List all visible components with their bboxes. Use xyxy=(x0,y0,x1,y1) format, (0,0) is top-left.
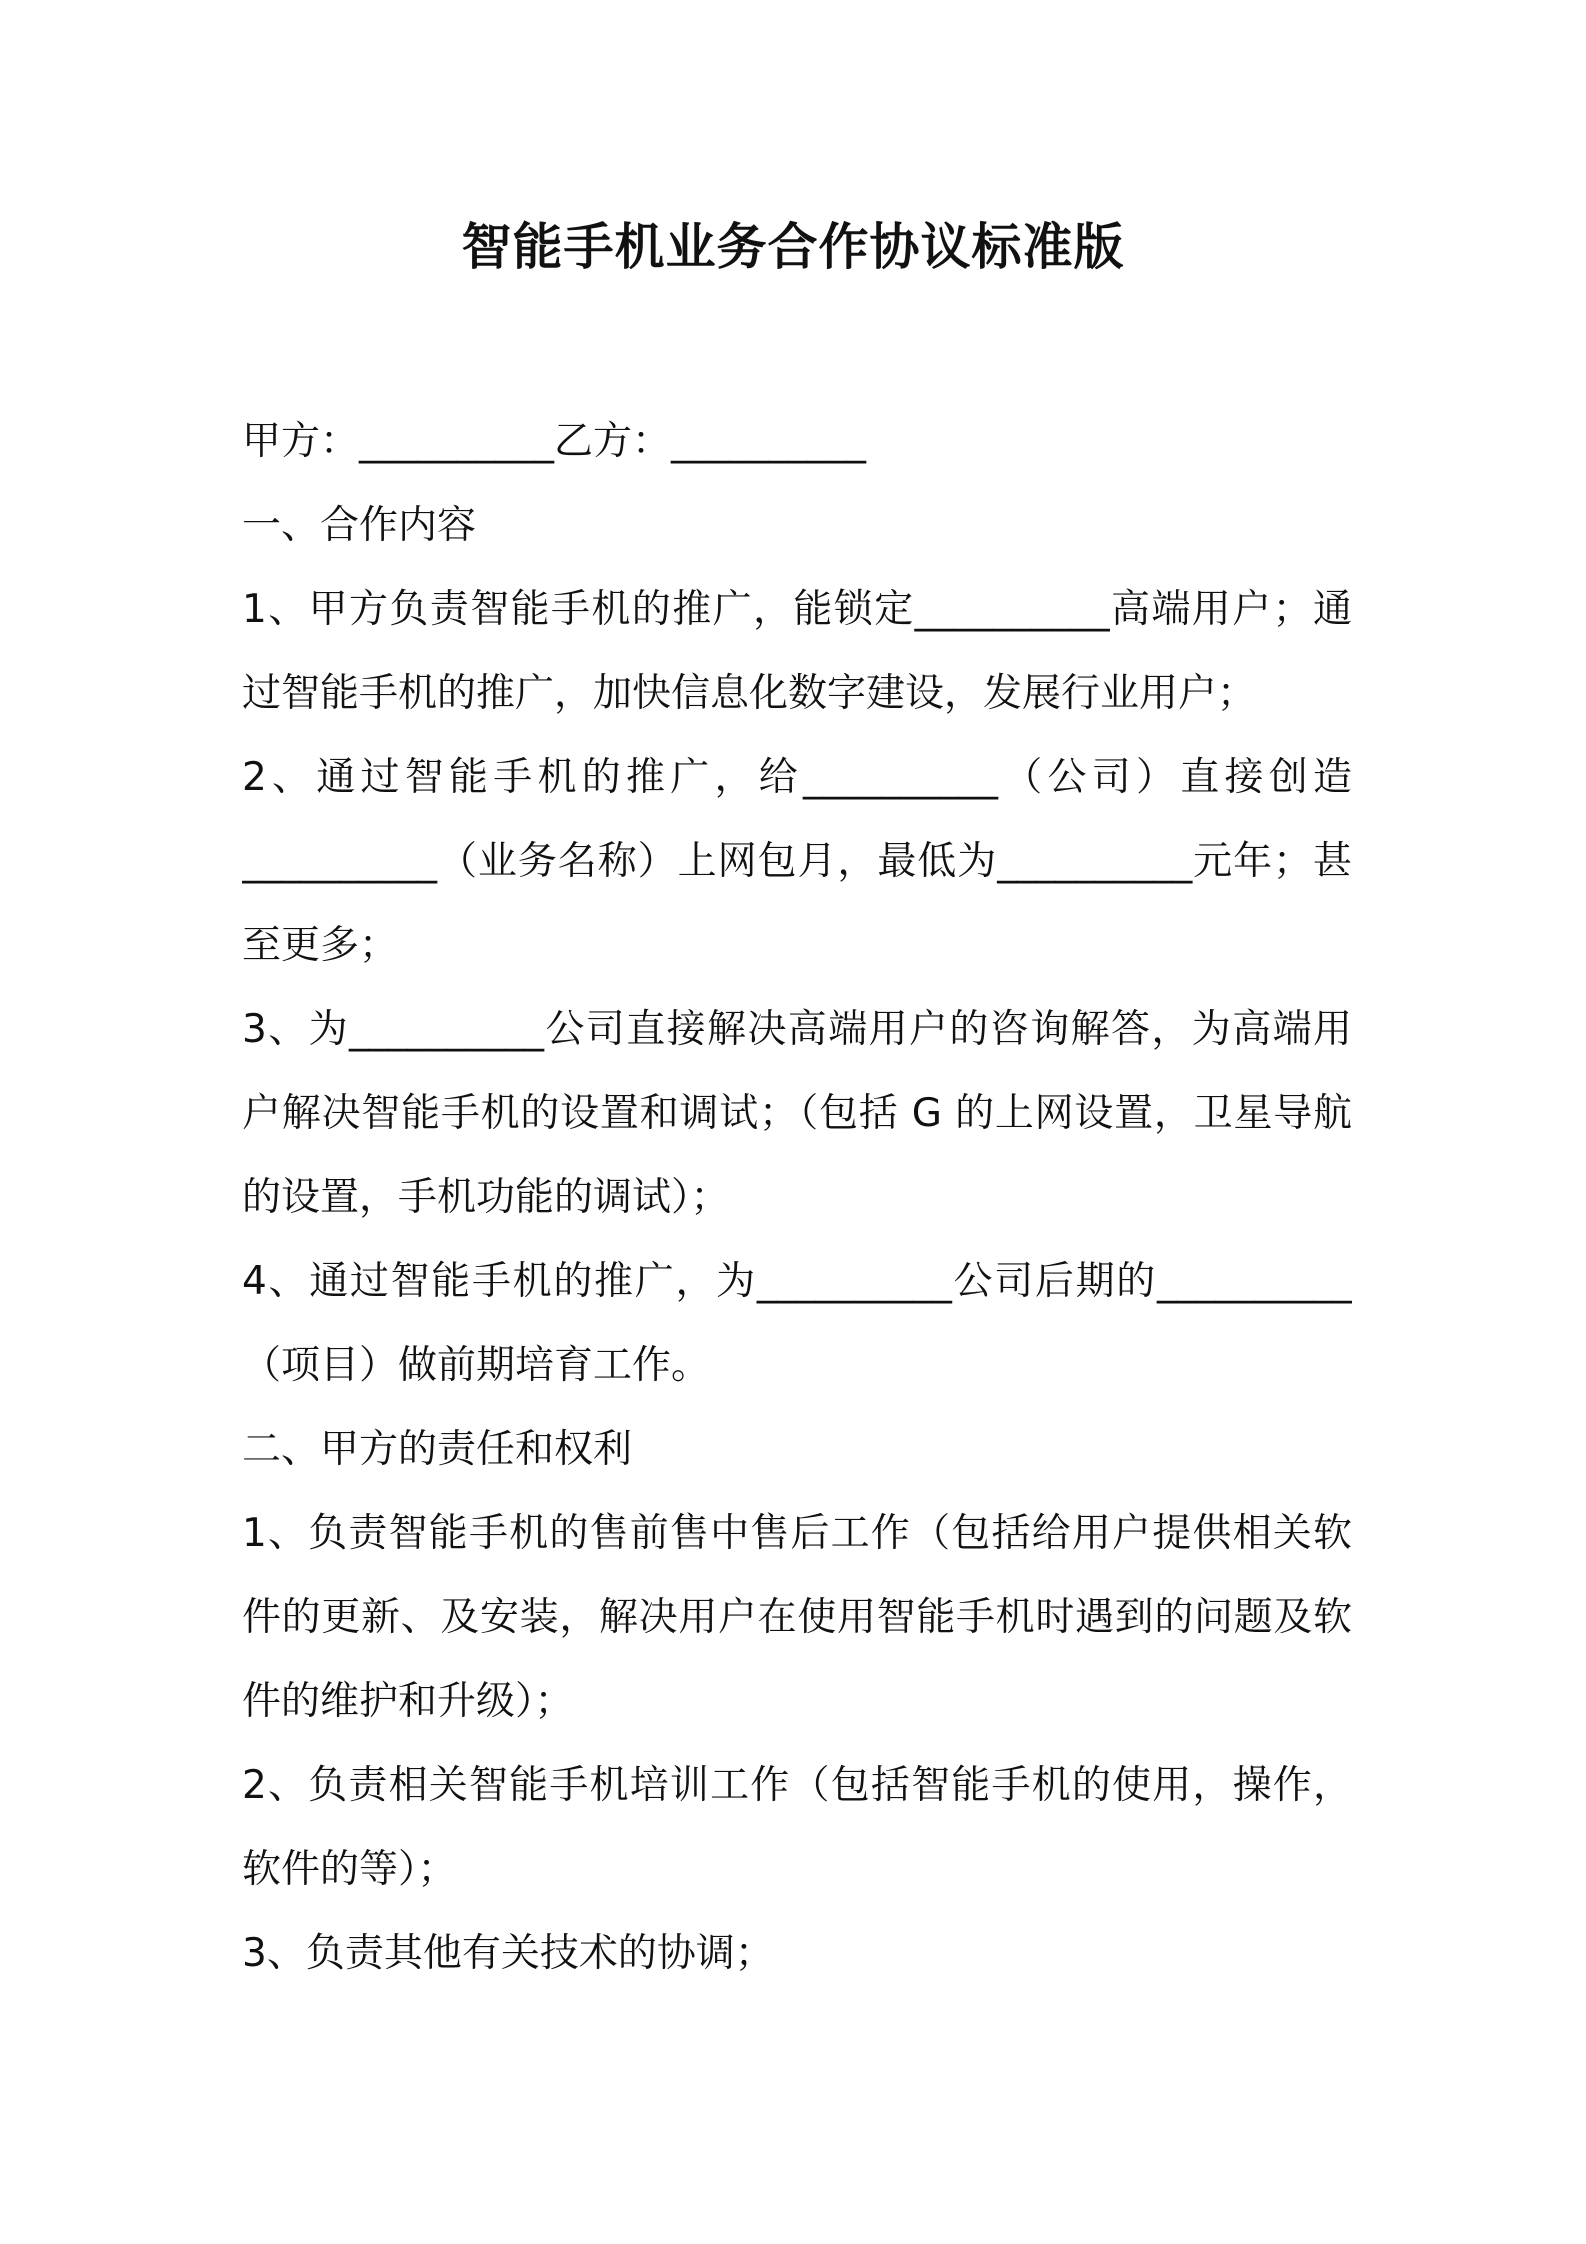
clause-3-line-2: 户解决智能手机的设置和调试；（包括 G 的上网设置，卫星导航 xyxy=(242,1091,1352,1136)
duty-1-line-1: 1、负责智能手机的售前售中售后工作（包括给用户提供相关软 xyxy=(242,1511,1352,1556)
clause-3-line-1: 3、为__________公司直接解决高端用户的咨询解答，为高端用 xyxy=(242,1007,1352,1052)
section-heading-cooperation: 一、合作内容 xyxy=(242,503,477,548)
clause-4-line-2: （项目）做前期培育工作。 xyxy=(242,1343,711,1388)
clause-2-line-1: 2、通过智能手机的推广，给__________（公司）直接创造 xyxy=(242,755,1352,800)
clause-4-line-1: 4、通过智能手机的推广，为__________公司后期的__________ xyxy=(242,1259,1352,1304)
duty-2-line-2: 软件的等）； xyxy=(242,1847,457,1892)
clause-1-line-1: 1、甲方负责智能手机的推广，能锁定__________高端用户；通 xyxy=(242,587,1352,632)
clause-2-line-3: 至更多； xyxy=(242,923,399,968)
clause-3-line-3: 的设置，手机功能的调试）； xyxy=(242,1175,730,1220)
document-title: 智能手机业务合作协议标准版 xyxy=(461,218,1125,276)
party-line: 甲方：__________乙方：__________ xyxy=(242,419,867,464)
duty-3-line-1: 3、负责其他有关技术的协调； xyxy=(242,1931,774,1976)
duty-2-line-1: 2、负责相关智能手机培训工作（包括智能手机的使用，操作， xyxy=(242,1763,1352,1808)
clause-2-line-2: __________（业务名称）上网包月，最低为__________元年；甚 xyxy=(242,839,1352,884)
clause-1-line-2: 过智能手机的推广，加快信息化数字建设，发展行业用户； xyxy=(242,671,1257,716)
section-heading-party-a: 二、甲方的责任和权利 xyxy=(242,1427,633,1472)
duty-1-line-3: 件的维护和升级）； xyxy=(242,1679,574,1724)
duty-1-line-2: 件的更新、及安装，解决用户在使用智能手机时遇到的问题及软 xyxy=(242,1595,1352,1640)
document-body xyxy=(242,400,1352,1996)
